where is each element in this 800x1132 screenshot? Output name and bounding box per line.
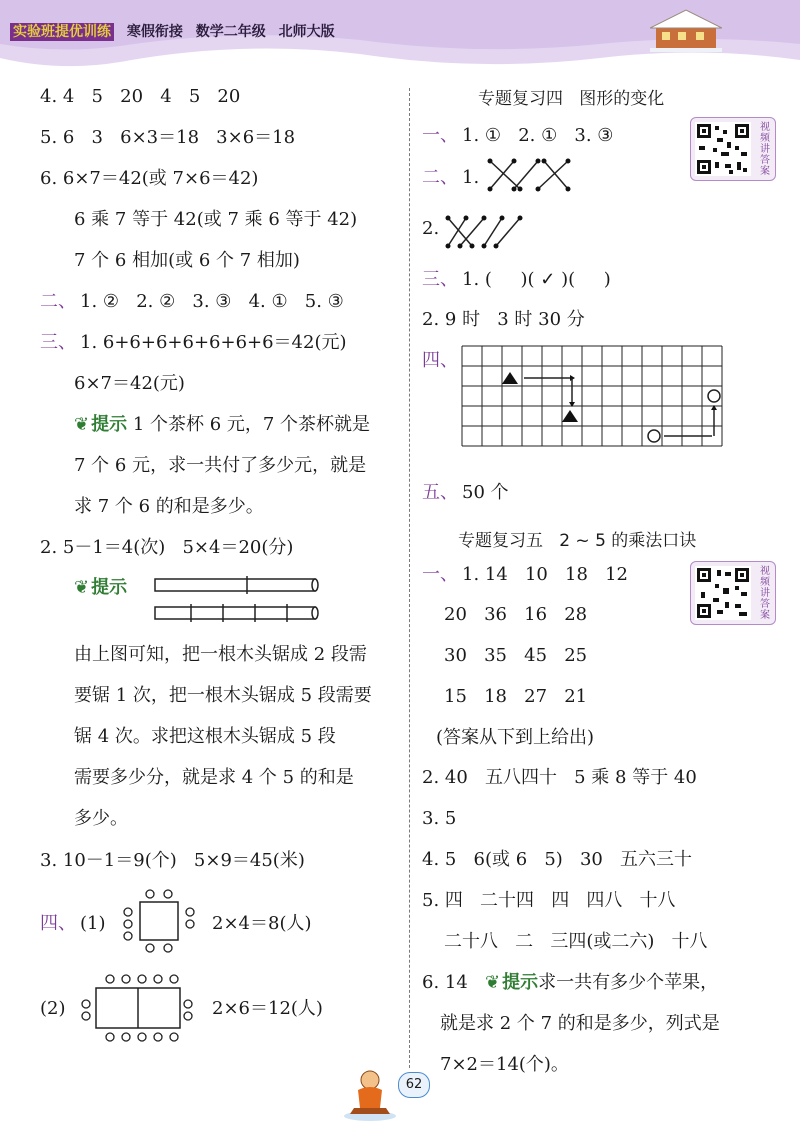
answer-line: 由上图可知，把一根木头锯成 2 段需: [74, 644, 367, 665]
answer-line: 2×6＝12(人): [212, 998, 323, 1019]
answer-line: 5. 四 二十四 四 四八 十八: [422, 890, 676, 911]
answer-line: 2. 9 时 3 时 30 分: [422, 309, 585, 330]
section-marker: 四、: [422, 350, 458, 371]
answer-line: 3. 5: [422, 808, 457, 829]
tip-line: [74, 579, 127, 597]
series-name: 实验班提优训练: [10, 23, 114, 41]
tip-label: 提示: [91, 414, 128, 435]
header-title: [10, 21, 343, 41]
leaf-icon: ❦: [74, 577, 90, 598]
answer-line: 20 36 16 28: [444, 604, 588, 625]
section-marker: 五、: [422, 482, 458, 503]
header-edition: 北师大版: [278, 24, 335, 40]
answer-line: 5. 6 3 6×3＝18 3×6＝18: [40, 127, 296, 148]
qr-label: 视频讲答案: [760, 566, 770, 621]
answer-line: 2. 40 五八四十 5 乘 8 等于 40: [422, 767, 697, 788]
answer-line: 6 乘 7 等于 42(或 7 乘 6 等于 42): [74, 209, 358, 230]
answer-line: 7×2＝14(个)。: [440, 1054, 569, 1075]
leaf-icon: ❦: [484, 972, 501, 993]
answer-line: 4. 5 6(或 6 5) 30 五六三十: [422, 849, 693, 870]
answer-value: 6. 14: [422, 972, 468, 993]
log-diagram: [155, 576, 325, 626]
answer-line: 2.: [422, 218, 440, 239]
answer-line: 锯 4 次。求把这根木头锯成 5 段: [74, 726, 336, 747]
section-marker: 二、: [40, 291, 76, 312]
house-icon: [650, 8, 722, 52]
tip-line: [422, 974, 718, 992]
answer-line: 需要多少分，就是求 4 个 5 的和是: [74, 767, 354, 788]
qr-code-icon: [695, 122, 751, 176]
sub-label: (1): [80, 913, 106, 934]
qr-code-icon: [695, 566, 751, 620]
tip-label: 提示: [502, 972, 539, 993]
answer-line: 要锯 1 次，把一根木头锯成 5 段需要: [74, 685, 372, 706]
answer-line: 4. 4 5 20 4 5 20: [40, 86, 241, 107]
tip-line: [74, 416, 370, 434]
qr-card[interactable]: [690, 561, 776, 625]
section-title: 专题复习五 2 ~ 5 的乘法口诀: [458, 531, 697, 551]
tip-text: 求一共有多少个苹果，: [538, 972, 719, 993]
answer-line: 1. ② 2. ② 3. ③ 4. ① 5. ③: [80, 291, 344, 312]
qr-card[interactable]: [690, 117, 776, 181]
tip-label: 提示: [91, 577, 128, 598]
answer-line: 7 个 6 元，求一共付了多少元，就是: [74, 455, 367, 476]
answer-line: 多少。: [74, 808, 128, 829]
leaf-icon: ❦: [74, 414, 90, 435]
header-subtitle: 寒假衔接: [126, 24, 183, 40]
matching-lines-2: [444, 212, 526, 252]
answer-line: 30 35 45 25: [444, 645, 588, 666]
answer-line: 1. ( )( ✓ )( ): [462, 269, 611, 290]
answer-line: 1. 14 10 18 12: [462, 564, 629, 585]
answer-line: 1.: [462, 167, 480, 188]
answer-line: 6. 6×7＝42(或 7×6＝42): [40, 168, 259, 189]
answer-line: 15 18 27 21: [444, 686, 588, 707]
table-diagram-1: [118, 888, 200, 960]
answer-line: 50 个: [462, 482, 509, 503]
answer-line: 二十八 二 三四(或二六) 十八: [444, 931, 708, 952]
answer-line: 1. ① 2. ① 3. ③: [462, 125, 614, 146]
answer-line: 就是求 2 个 7 的和是多少，列式是: [440, 1013, 720, 1034]
tip-text: 1 个茶杯 6 元，7 个茶杯就是: [127, 414, 371, 435]
section-marker: 二、: [422, 167, 458, 188]
answer-line: 7 个 6 相加(或 6 个 7 相加): [74, 250, 300, 271]
section-marker: 一、: [422, 564, 458, 585]
answer-line: 1. 6+6+6+6+6+6+6＝42(元): [80, 332, 347, 353]
column-divider: [409, 88, 410, 1068]
section-marker: 三、: [422, 269, 458, 290]
qr-label: 视频讲答案: [760, 122, 770, 177]
answer-line: 2×4＝8(人): [212, 913, 312, 934]
answer-line: 求 7 个 6 的和是多少。: [74, 496, 264, 517]
header-subject: 数学二年级: [195, 24, 266, 40]
section-marker: 三、: [40, 332, 76, 353]
answer-line: (答案从下到上给出): [436, 727, 595, 748]
section-title: 专题复习四 图形的变化: [478, 89, 665, 109]
grid-diagram: [462, 346, 732, 450]
table-diagram-2: [80, 972, 190, 1046]
mascot-icon: [340, 1066, 396, 1122]
section-marker: 一、: [422, 125, 458, 146]
sub-label: (2): [40, 998, 66, 1019]
answer-line: 6×7＝42(元): [74, 373, 185, 394]
matching-lines-1: [486, 155, 578, 195]
page-number: 62: [398, 1072, 430, 1098]
answer-line: 2. 5－1＝4(次) 5×4＝20(分): [40, 537, 294, 558]
answer-line: 3. 10－1＝9(个) 5×9＝45(米): [40, 850, 305, 871]
section-marker: 四、: [40, 913, 76, 934]
